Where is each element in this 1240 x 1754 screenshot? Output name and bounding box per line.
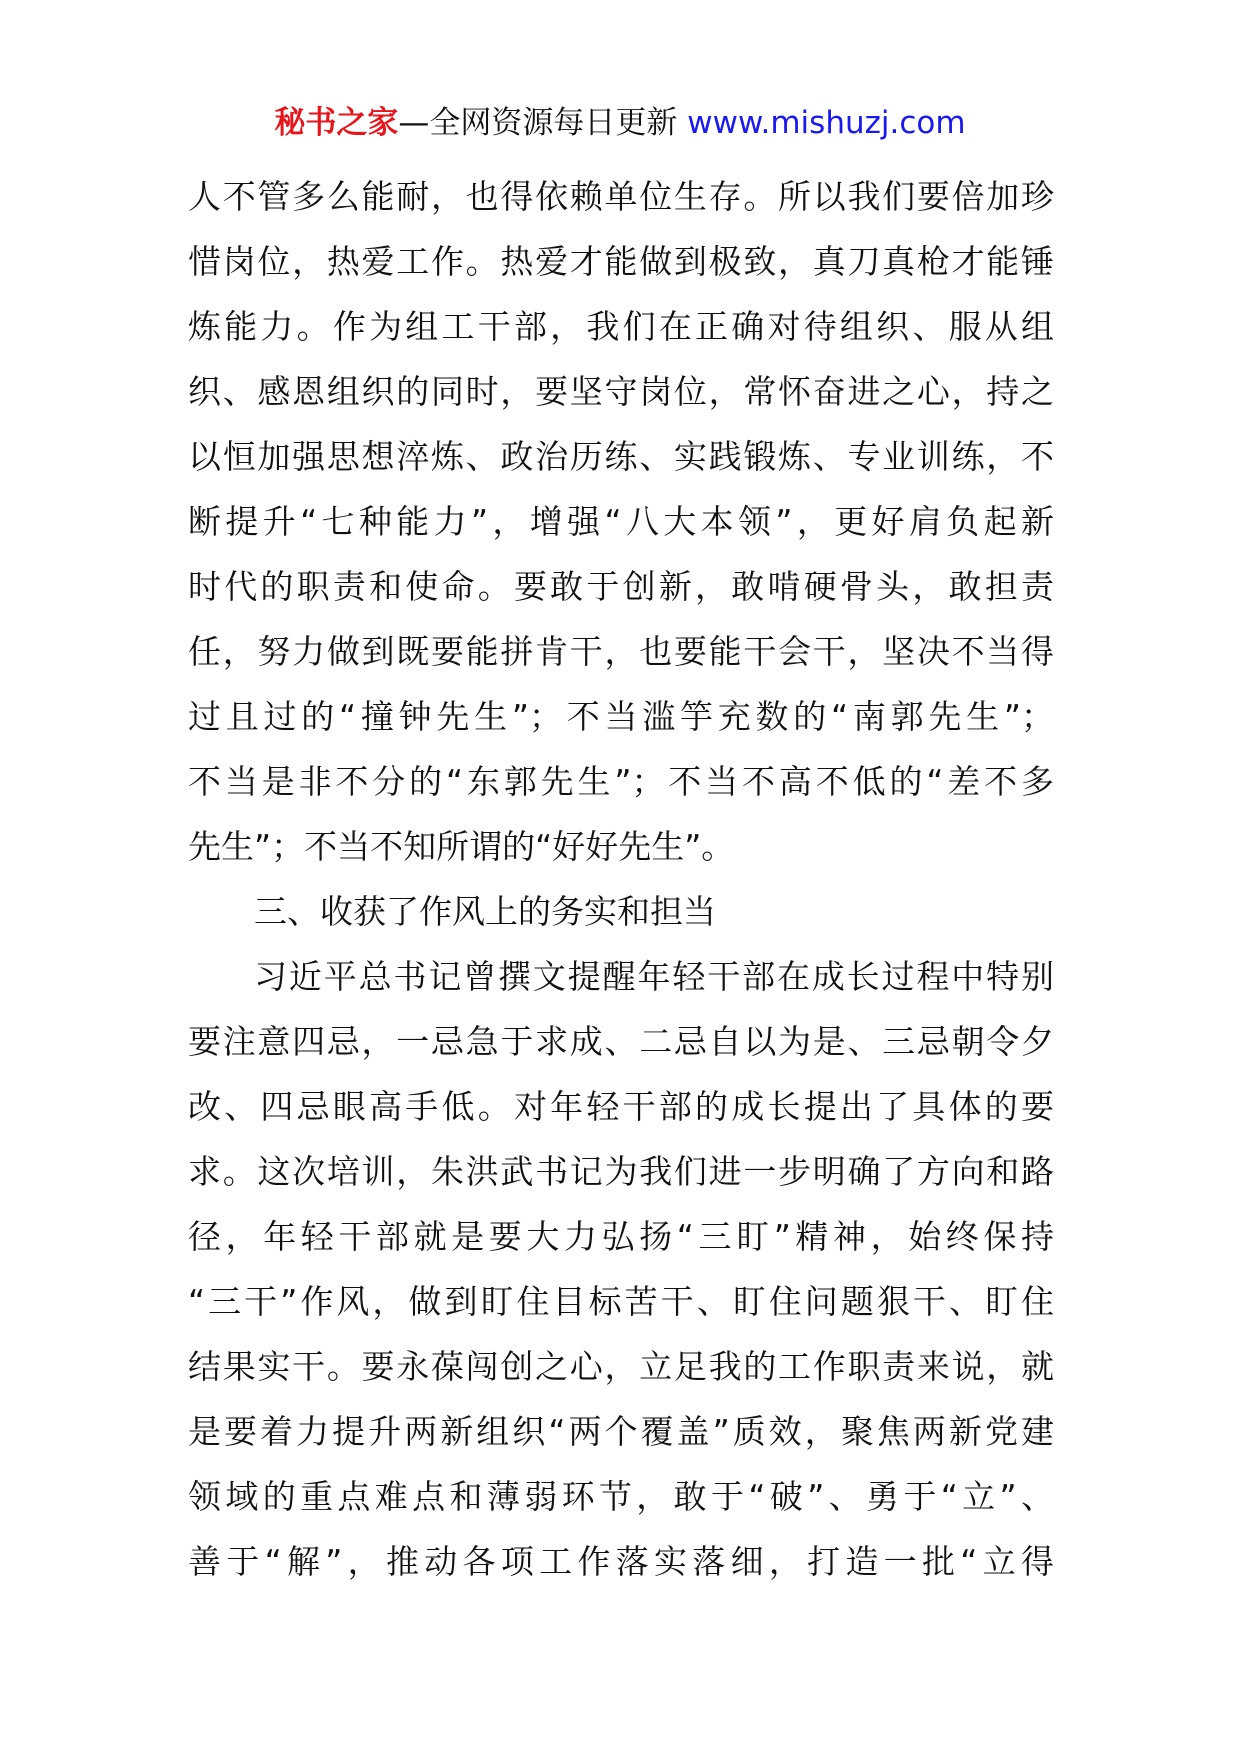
- text-line: 领域的重点难点和薄弱环节，敢于“破”、勇于“立”、: [188, 1477, 1054, 1516]
- text-line: 任，努力做到既要能拼肯干，也要能干会干，坚决不当得: [188, 632, 1054, 671]
- text-line: 改、四忌眼高手低。对年轻干部的成长提出了具体的要: [188, 1087, 1054, 1126]
- text-line: 断提升“七种能力”，增强“八大本领”，更好肩负起新: [188, 502, 1054, 541]
- header-tagline: —全网资源每日更新: [398, 105, 688, 141]
- text-line: 惜岗位，热爱工作。热爱才能做到极致，真刀真枪才能锤: [188, 242, 1054, 281]
- text-line: 织、感恩组织的同时，要坚守岗位，常怀奋进之心，持之: [188, 372, 1054, 411]
- text-line: 以恒加强思想淬炼、政治历练、实践锻炼、专业训练，不: [188, 437, 1054, 476]
- text-line: 习近平总书记曾撰文提醒年轻干部在成长过程中特别: [254, 957, 1054, 996]
- text-line: 善于“解”，推动各项工作落实落细，打造一批“立得: [188, 1542, 1054, 1581]
- text-line: 不当是非不分的“东郭先生”；不当不高不低的“差不多: [188, 762, 1054, 801]
- text-line: “三干”作风，做到盯住目标苦干、盯住问题狠干、盯住: [188, 1282, 1054, 1321]
- text-line: 结果实干。要永葆闯创之心，立足我的工作职责来说，就: [188, 1347, 1054, 1386]
- text-line: 人不管多么能耐，也得依赖单位生存。所以我们要倍加珍: [188, 177, 1054, 216]
- page-header: [0, 100, 1240, 146]
- text-line: 先生”；不当不知所谓的“好好先生”。: [188, 827, 735, 866]
- site-url-link[interactable]: www.mishuzj.com: [687, 105, 966, 141]
- text-line: 时代的职责和使命。要敢于创新，敢啃硬骨头，敢担责: [188, 567, 1054, 606]
- document-body: [188, 164, 1054, 1594]
- text-line: 要注意四忌，一忌急于求成、二忌自以为是、三忌朝令夕: [188, 1022, 1054, 1061]
- text-line: 求。这次培训，朱洪武书记为我们进一步明确了方向和路: [188, 1152, 1054, 1191]
- brand-name: 秘书之家: [274, 105, 399, 141]
- text-line: 炼能力。作为组工干部，我们在正确对待组织、服从组: [188, 307, 1054, 346]
- text-line: 过且过的“撞钟先生”；不当滥竽充数的“南郭先生”；: [188, 697, 1054, 736]
- section-heading: 三、收获了作风上的务实和担当: [254, 892, 716, 931]
- text-line: 是要着力提升两新组织“两个覆盖”质效，聚焦两新党建: [188, 1412, 1054, 1451]
- text-line: 径，年轻干部就是要大力弘扬“三盯”精神，始终保持: [188, 1217, 1054, 1256]
